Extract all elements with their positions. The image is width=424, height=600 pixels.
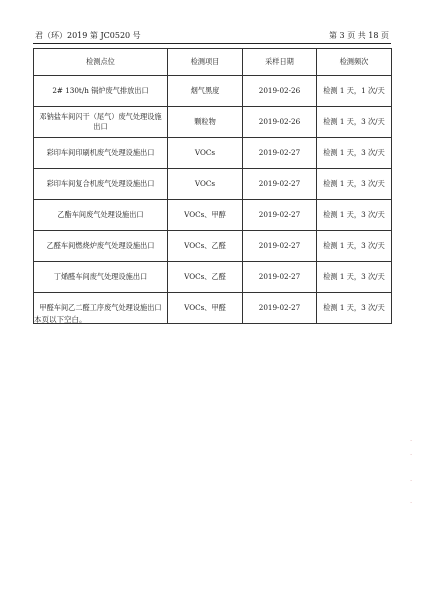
cell-item: VOCs bbox=[168, 169, 243, 200]
cell-date: 2019-02-27 bbox=[243, 138, 317, 169]
table-row bbox=[34, 107, 392, 138]
margin-mark: · bbox=[410, 438, 412, 445]
cell-item: VOCs bbox=[168, 138, 243, 169]
cell-item: VOCs、甲醇 bbox=[168, 200, 243, 231]
cell-location: 邓钠盐车间闪干（尾气）废气处理设施出口 bbox=[34, 107, 168, 138]
cell-frequency: 检测 1 天，3 次/天 bbox=[317, 262, 392, 293]
cell-date: 2019-02-26 bbox=[243, 107, 317, 138]
column-header-frequency: 检测频次 bbox=[317, 49, 392, 76]
report-number: 君（环）2019 第 JC0520 号 bbox=[35, 31, 141, 40]
header-rule bbox=[33, 43, 391, 44]
cell-location: 彩印车间复合机废气处理设施出口 bbox=[34, 169, 168, 200]
column-header-location: 检测点位 bbox=[34, 49, 168, 76]
table-row bbox=[34, 138, 392, 169]
page-header bbox=[35, 28, 389, 44]
cell-location: 丁烯醛车间废气处理设施出口 bbox=[34, 262, 168, 293]
cell-date: 2019-02-27 bbox=[243, 231, 317, 262]
cell-date: 2019-02-26 bbox=[243, 76, 317, 107]
table-row bbox=[34, 76, 392, 107]
cell-frequency: 检测 1 天，3 次/天 bbox=[317, 138, 392, 169]
cell-item: VOCs、乙醛 bbox=[168, 262, 243, 293]
table-row bbox=[34, 200, 392, 231]
cell-frequency: 检测 1 天，3 次/天 bbox=[317, 169, 392, 200]
cell-location: 甲醛车间乙二醛工序废气处理设施出口 bbox=[34, 293, 168, 324]
table-row bbox=[34, 169, 392, 200]
cell-location: 2# 130t/h 锅炉废气排放出口 bbox=[34, 76, 168, 107]
page-info: 第 3 页 共 18 页 bbox=[329, 31, 389, 40]
cell-item: 颗粒物 bbox=[168, 107, 243, 138]
cell-date: 2019-02-27 bbox=[243, 293, 317, 324]
table-header-row bbox=[34, 49, 392, 76]
margin-mark: · bbox=[410, 452, 412, 459]
cell-item: VOCs、乙醛 bbox=[168, 231, 243, 262]
cell-location: 乙醛车间燃烧炉废气处理设施出口 bbox=[34, 231, 168, 262]
cell-frequency: 检测 1 天，3 次/天 bbox=[317, 231, 392, 262]
blank-page-note: 本页以下空白。 bbox=[34, 315, 87, 324]
table-row bbox=[34, 231, 392, 262]
table-row bbox=[34, 293, 392, 324]
cell-frequency: 检测 1 天，3 次/天 bbox=[317, 293, 392, 324]
table-row bbox=[34, 262, 392, 293]
cell-frequency: 检测 1 天，3 次/天 bbox=[317, 107, 392, 138]
cell-date: 2019-02-27 bbox=[243, 200, 317, 231]
column-header-item: 检测项目 bbox=[168, 49, 243, 76]
cell-frequency: 检测 1 天，1 次/天 bbox=[317, 76, 392, 107]
cell-location: 彩印车间印刷机废气处理设施出口 bbox=[34, 138, 168, 169]
cell-frequency: 检测 1 天，3 次/天 bbox=[317, 200, 392, 231]
cell-date: 2019-02-27 bbox=[243, 169, 317, 200]
cell-item: 烟气黑度 bbox=[168, 76, 243, 107]
cell-location: 乙酯车间废气处理设施出口 bbox=[34, 200, 168, 231]
margin-mark: · bbox=[410, 500, 412, 507]
column-header-date: 采样日期 bbox=[243, 49, 317, 76]
cell-date: 2019-02-27 bbox=[243, 262, 317, 293]
cell-item: VOCs、甲醛 bbox=[168, 293, 243, 324]
margin-mark: · bbox=[410, 478, 412, 485]
inspection-table bbox=[33, 48, 392, 324]
